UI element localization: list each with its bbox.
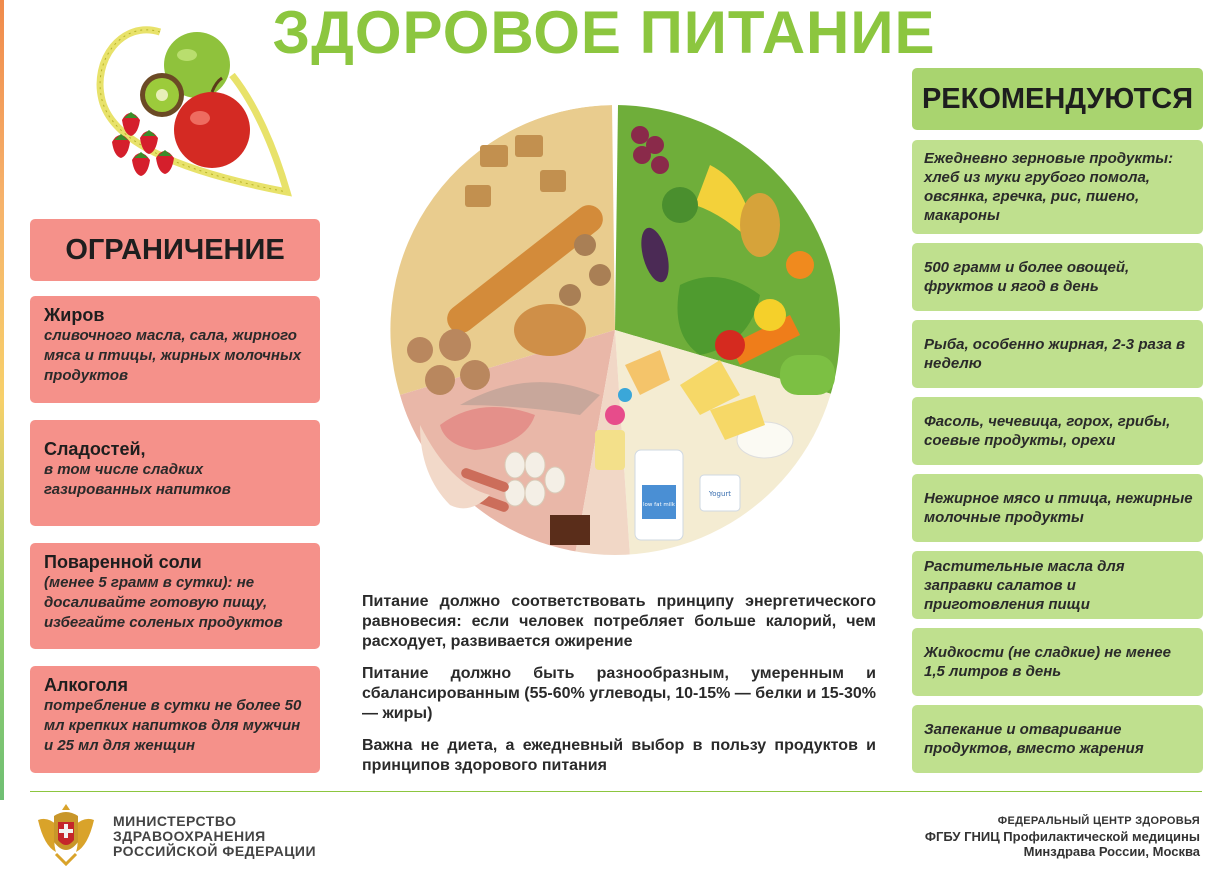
limit-header: ОГРАНИЧЕНИЕ [30, 219, 320, 281]
health-center-info [925, 814, 1200, 859]
limit-item-alcohol [30, 666, 320, 773]
limit-item-fats [30, 296, 320, 403]
recommended-item-grains: Ежедневно зерновые продукты: хлеб из муки грубого помола, овсянка, гречка, рис, пшено, макароны [912, 140, 1203, 234]
food-plate-illustration [380, 95, 850, 565]
limit-item-text: потребление в сутки не более 50 мл крепких напитков для мужчин и 25 мл для женщин [44, 697, 302, 754]
recommended-item-oils: Растительные масла для заправки салатов и приготовления пищи [912, 551, 1203, 619]
ministry-emblem-icon [30, 798, 102, 870]
recommended-item-liquids: Жидкости (не сладкие) не менее 1,5 литров в день [912, 628, 1203, 696]
yogurt-label: Yogurt [708, 490, 732, 498]
recommended-item-lean-meat: Нежирное мясо и птица, нежирные молочные продукты [912, 474, 1203, 542]
footer-divider [30, 791, 1202, 792]
recommended-item-legumes: Фасоль, чечевица, горох, грибы, соевые продукты, орехи [912, 397, 1203, 465]
limit-item-heading: Сладостей, [44, 439, 146, 459]
energy-balance-paragraph: Питание должно соответствовать принципу энергетического равновесия: если человек потребляет больше калорий, чем расходует, развивается ожирение [362, 593, 876, 650]
limit-item-text: сливочного масла, сала, жирного мяса и птицы, жирных молочных продуктов [44, 327, 302, 384]
recommended-item-cooking: Запекание и отваривание продуктов, вместо жарения [912, 705, 1203, 773]
left-color-stripe [0, 0, 4, 800]
milk-label: low fat milk [643, 502, 675, 508]
center-line-1: ФЕДЕРАЛЬНЫЙ ЦЕНТР ЗДОРОВЬЯ [997, 815, 1200, 827]
limit-item-sweets [30, 420, 320, 526]
balanced-diet-paragraph: Питание должно быть разнообразным, умеренным и сбалансированным (55-60% углеводы, 10-15% — белки и 15-30% — жиры) [362, 665, 876, 722]
limit-item-text: в том числе сладких газированных напитков [44, 461, 231, 498]
center-line-3: Минздрава России, Москва [1023, 844, 1200, 859]
fruit-heart-illustration [82, 20, 312, 210]
ministry-line-2: ЗДРАВООХРАНЕНИЯ [113, 828, 266, 844]
recommended-item-vegetables: 500 грамм и более овощей, фруктов и ягод в день [912, 243, 1203, 311]
limit-item-heading: Поваренной соли [44, 552, 202, 572]
ministry-name [113, 814, 316, 859]
recommended-header: РЕКОМЕНДУЮТСЯ [912, 68, 1203, 130]
limit-item-heading: Жиров [44, 305, 105, 325]
ministry-line-3: РОССИЙСКОЙ ФЕДЕРАЦИИ [113, 843, 317, 859]
page-title: ЗДОРОВОЕ ПИТАНИЕ [272, 0, 936, 66]
recommended-item-fish: Рыба, особенно жирная, 2-3 раза в неделю [912, 320, 1203, 388]
limit-item-salt [30, 543, 320, 649]
daily-choice-paragraph: Важна не диета, а ежедневный выбор в пользу продуктов и принципов здорового питания [362, 737, 876, 774]
ministry-line-1: МИНИСТЕРСТВО [113, 813, 237, 829]
center-line-2: ФГБУ ГНИЦ Профилактической медицины [924, 829, 1200, 844]
limit-item-heading: Алкоголя [44, 675, 128, 695]
limit-item-text: (менее 5 грамм в сутки): не досаливайте готовую пищу, избегайте соленых продуктов [44, 574, 283, 631]
